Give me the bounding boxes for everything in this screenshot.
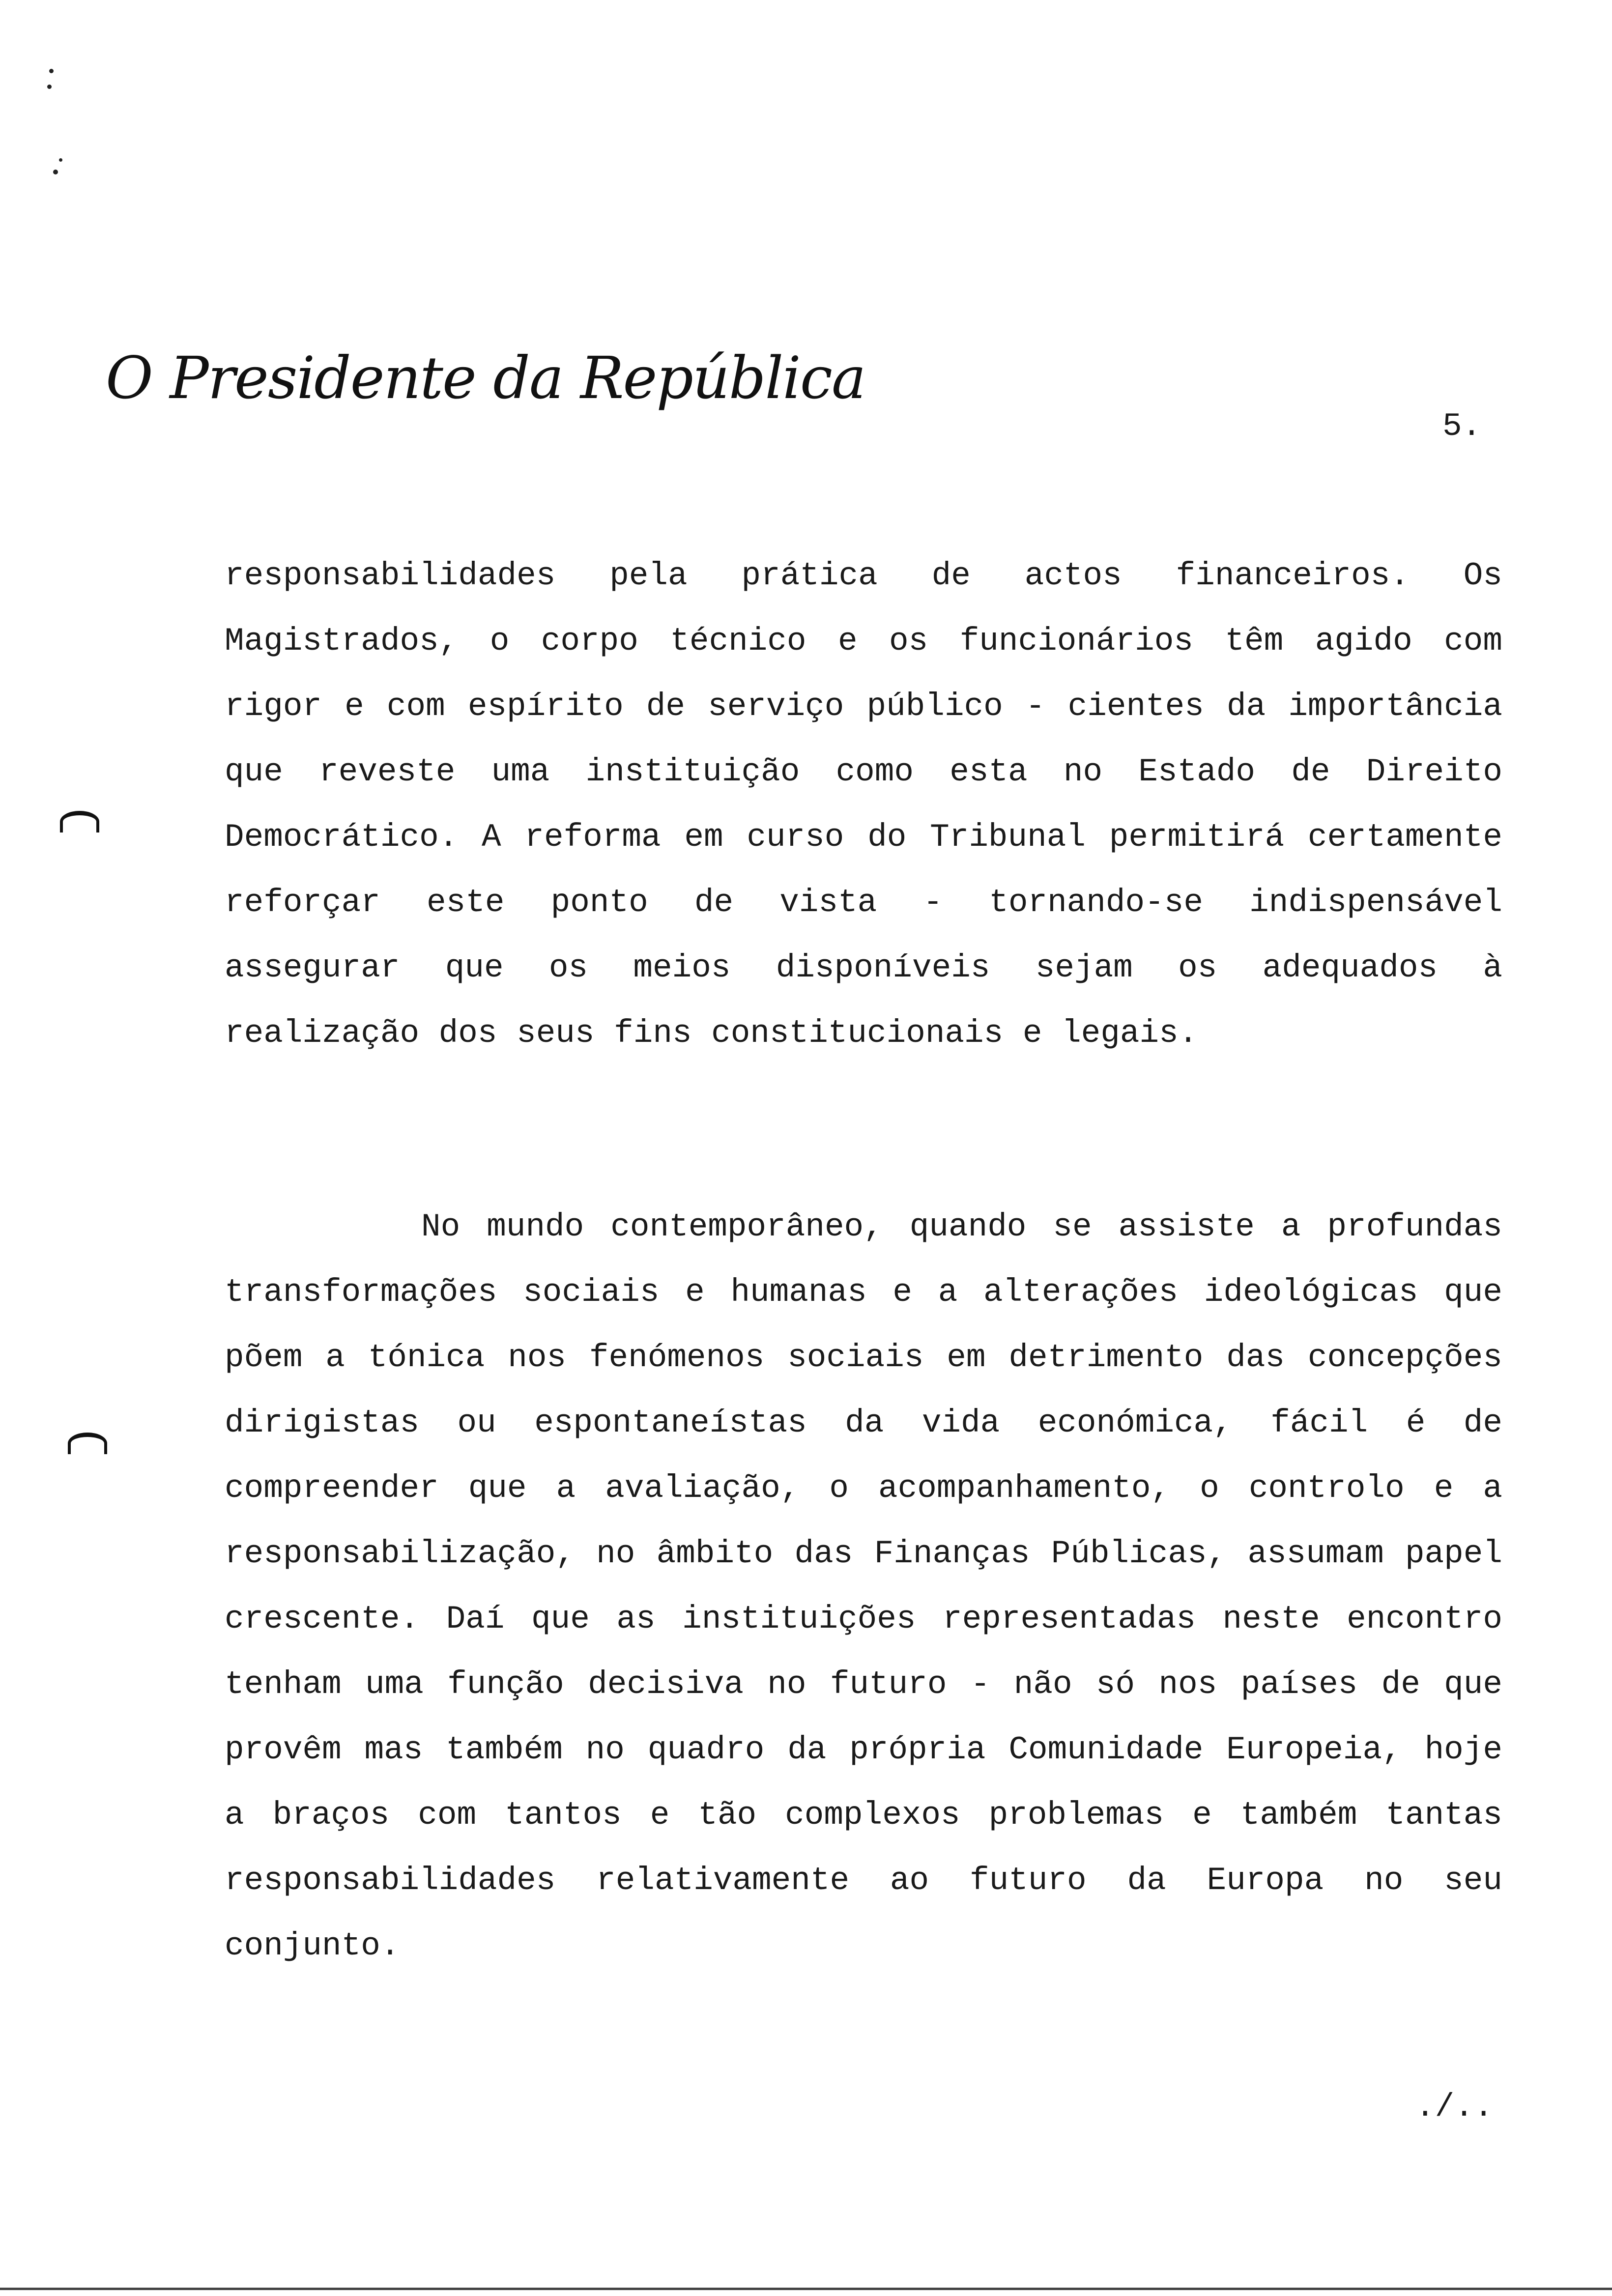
scan-speck [53, 170, 58, 174]
letterhead-script: O Presidente da República [106, 344, 865, 412]
body-paragraph-2: No mundo contemporâneo, quando se assiste a profundas transformações sociais e humanas e a alterações ideológicas que põem a tónica nos fenómenos sociais em detrimento das concepções dirigistas ou espontaneístas da vida económica, fácil é de compreender que a avaliação, o acompanhamento, o controlo e a responsabilização, no âmbito das Finanças Públicas, assumam papel crescente. Daí que as instituições representadas neste encontro tenham uma função decisiva no futuro - não só nos países de que provêm mas também no quadro da própria Comunidade Europeia, hoje a braços com tantos e tão complexos problemas e também tantas responsabilidades relativamente ao futuro da Europa no seu conjunto. [225, 1208, 1502, 1964]
continuation-mark: ./.. [1415, 2089, 1494, 2125]
body-paragraph-1: responsabilidades pela prática de actos financeiros. Os Magistrados, o corpo técnico e os funcionários têm agido com rigor e com espírito de serviço público - cientes da importância que reveste uma instituição como esta no Estado de Direito Democrático. A reforma em curso do Tribunal permitirá certamente reforçar este ponto de vista - tornando-se indispensável assegurar que os meios disponíveis sejam os adequados à realização dos seus fins constitucionais e legais. [225, 557, 1502, 1052]
hole-punch-mark [60, 811, 99, 832]
scan-edge-line [0, 2288, 1612, 2290]
scan-speck [59, 158, 62, 162]
scan-speck [47, 85, 52, 89]
scan-speck [49, 69, 54, 73]
hole-punch-mark [68, 1433, 107, 1454]
page-number: 5. [1442, 408, 1482, 445]
